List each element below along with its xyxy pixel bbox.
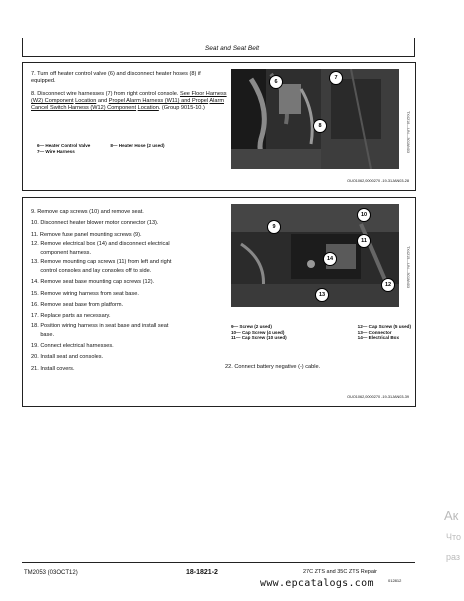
procedure-panel-2	[22, 197, 416, 407]
heater-valve-photo	[231, 69, 399, 169]
step-text: console.	[157, 91, 179, 97]
callout-9: 9	[267, 220, 281, 234]
photo-illustration	[231, 69, 399, 169]
step-12-cont: component harness.	[31, 249, 92, 256]
steps-list	[31, 207, 231, 375]
step-13-cont: control consoles and lay consoles off to side.	[31, 268, 152, 275]
legend-item-6: 6— Heater Control Valve	[37, 143, 91, 148]
callout-7: 7	[329, 71, 343, 85]
step-18-cont: base.	[31, 331, 55, 338]
overlay-line-3: раз	[446, 552, 461, 562]
step-15: 15. Remove wiring harness from seat base.	[31, 290, 139, 297]
floor-harness-link-cont[interactable]: Location	[75, 98, 97, 104]
step-16: 16. Remove seat base from platform.	[31, 302, 124, 309]
figure-code-1: TX4216—UN—30JAN03	[406, 111, 410, 153]
step-20: 20. Install seat and consoles.	[31, 354, 104, 361]
step-22: 22. Connect battery negative (-) cable.	[225, 364, 321, 370]
overlay-heading: Ак	[444, 508, 459, 523]
legend-item-7: 7— Wire Harness	[37, 148, 75, 154]
legend-item-12: 12— Cap Screw (5 used)	[357, 324, 411, 329]
callout-8: 8	[313, 119, 327, 133]
floor-harness-link[interactable]: See Floor Harness (W2) Component	[31, 91, 227, 104]
step-11: 11. Remove fuse panel mounting screws (9).	[31, 231, 142, 238]
propel-alarm-harness-link-cont[interactable]: Alarm Cancel Switch Harness (W12) Component	[31, 98, 225, 111]
callout-10: 10	[357, 208, 371, 222]
overlay-line-2: Что	[446, 532, 462, 542]
callout-11: 11	[357, 234, 371, 248]
figure-legend-1	[37, 143, 237, 154]
legend-item-11: 11— Cap Screw (10 used)	[231, 335, 287, 341]
step-12: 12. Remove electrical box (14) and disconnect electrical	[31, 240, 170, 247]
step-number: 8.	[31, 91, 36, 97]
procedure-panel-1	[22, 62, 416, 191]
manual-number: TM2053 (03OCT12)	[24, 570, 78, 576]
step-13: 13. Remove mounting cap screws (11) from left and right	[31, 259, 172, 266]
watermark-url: www.epcatalogs.com	[260, 578, 374, 589]
step-10: 10. Disconnect heater blower motor connector (13).	[31, 220, 159, 227]
propel-alarm-harness-link-end[interactable]: Location	[137, 105, 159, 111]
callout-12: 12	[381, 278, 395, 292]
revision-code: 012812	[388, 578, 402, 583]
step-7	[31, 71, 226, 85]
step-18: 18. Position wiring harness in seat base and install seat	[31, 322, 169, 329]
legend-item-13: 13— Connector	[357, 329, 392, 335]
step-8	[31, 91, 231, 112]
page-number: 18-1821-2	[186, 569, 218, 576]
header-rule	[22, 56, 415, 57]
legend-item-10: 10— Cap Screw (4 used)	[231, 329, 285, 335]
group-ref: . (Group 9015-10.)	[158, 105, 205, 111]
callout-13: 13	[315, 288, 329, 302]
footer-rule	[22, 562, 415, 563]
step-text: Disconnect wire harnesses (7) from right control	[37, 91, 156, 97]
reference-code-2: OUO1062,0000270 -19-31JAN03-39	[347, 395, 409, 399]
link-separator: and	[96, 98, 109, 104]
page-header-title: Seat and Seat Belt	[204, 45, 260, 52]
seat-base-photo	[231, 204, 399, 307]
step-number: 7.	[31, 71, 36, 77]
step-21: 21. Install covers.	[31, 365, 75, 372]
legend-item-9: 9— Screw (2 used)	[231, 324, 272, 329]
step-17: 17. Replace parts as necessary.	[31, 313, 111, 320]
legend-item-8: 8— Heater Hose (2 used)	[110, 143, 165, 148]
figure-legend-2	[231, 324, 411, 341]
figure-code-2: TX4215—UN—30JAN03	[406, 246, 410, 288]
callout-14: 14	[323, 252, 337, 266]
step-14: 14. Remove seat base mounting cap screws (12).	[31, 279, 155, 286]
callout-6: 6	[269, 75, 283, 89]
reference-code-1: OUO1062,0000270 -19-31JAN03-28	[347, 179, 409, 183]
step-9: 9. Remove cap screws (10) and remove seat.	[31, 209, 144, 215]
propel-alarm-harness-link[interactable]: Propel Alarm Harness (W11) and Propel	[108, 98, 209, 104]
manual-title: 27C ZTS and 35C ZTS Repair	[303, 569, 377, 575]
step-19: 19. Connect electrical harnesses.	[31, 342, 114, 349]
step-text: Turn off heater control valve (6) and disconnect heater hoses (8) if equipped.	[31, 71, 201, 84]
legend-item-14: 14— Electrical Box	[357, 335, 400, 341]
